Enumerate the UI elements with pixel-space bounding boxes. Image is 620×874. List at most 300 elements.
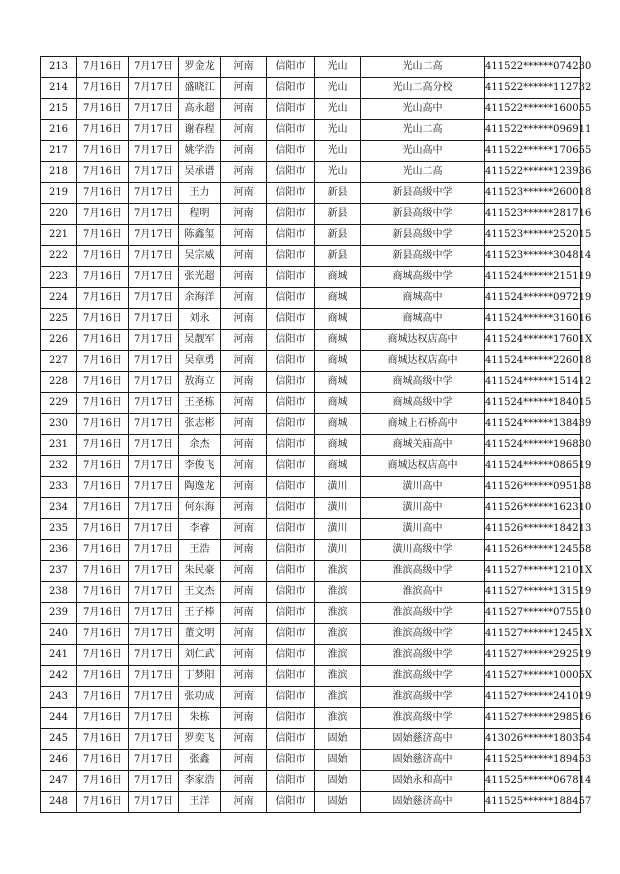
cell-county: 光山 — [315, 99, 361, 120]
cell-end-date: 7月17日 — [129, 414, 179, 435]
cell-school: 商城高级中学 — [361, 267, 485, 288]
cell-end-date: 7月17日 — [129, 351, 179, 372]
cell-end-date: 7月17日 — [129, 225, 179, 246]
cell-row-number: 224 — [41, 288, 77, 309]
table-row — [41, 498, 581, 519]
cell-county: 光山 — [315, 78, 361, 99]
cell-province: 河南 — [221, 57, 267, 78]
cell-city: 信阳市 — [267, 666, 315, 687]
cell-row-number: 216 — [41, 120, 77, 141]
cell-city: 信阳市 — [267, 288, 315, 309]
cell-student-name: 刘永 — [179, 309, 221, 330]
cell-county: 潢川 — [315, 519, 361, 540]
cell-county: 淮滨 — [315, 687, 361, 708]
cell-id-number: 411524******226018 — [485, 351, 581, 372]
cell-school: 固始慈济高中 — [361, 729, 485, 750]
cell-city: 信阳市 — [267, 456, 315, 477]
cell-county: 固始 — [315, 792, 361, 813]
cell-county: 商城 — [315, 456, 361, 477]
cell-city: 信阳市 — [267, 435, 315, 456]
cell-county: 新县 — [315, 225, 361, 246]
cell-student-name: 刘仁武 — [179, 645, 221, 666]
cell-city: 信阳市 — [267, 267, 315, 288]
cell-id-number: 411527******12451X — [485, 624, 581, 645]
cell-end-date: 7月17日 — [129, 456, 179, 477]
table-row — [41, 750, 581, 771]
cell-id-number: 411523******260018 — [485, 183, 581, 204]
cell-school: 光山高中 — [361, 141, 485, 162]
cell-school: 商城高级中学 — [361, 393, 485, 414]
cell-city: 信阳市 — [267, 57, 315, 78]
cell-county: 淮滨 — [315, 624, 361, 645]
cell-province: 河南 — [221, 561, 267, 582]
cell-city: 信阳市 — [267, 141, 315, 162]
cell-school: 潢川高中 — [361, 477, 485, 498]
cell-province: 河南 — [221, 246, 267, 267]
cell-row-number: 248 — [41, 792, 77, 813]
cell-county: 新县 — [315, 246, 361, 267]
cell-city: 信阳市 — [267, 309, 315, 330]
cell-county: 商城 — [315, 309, 361, 330]
cell-student-name: 张光超 — [179, 267, 221, 288]
cell-end-date: 7月17日 — [129, 78, 179, 99]
cell-province: 河南 — [221, 372, 267, 393]
cell-row-number: 231 — [41, 435, 77, 456]
cell-province: 河南 — [221, 330, 267, 351]
cell-school: 淮滨高级中学 — [361, 624, 485, 645]
cell-id-number: 413026******180354 — [485, 729, 581, 750]
cell-student-name: 王圣栋 — [179, 393, 221, 414]
cell-row-number: 229 — [41, 393, 77, 414]
table-row — [41, 477, 581, 498]
cell-start-date: 7月16日 — [77, 456, 129, 477]
cell-end-date: 7月17日 — [129, 141, 179, 162]
cell-province: 河南 — [221, 498, 267, 519]
cell-school: 商城关庙高中 — [361, 435, 485, 456]
cell-row-number: 213 — [41, 57, 77, 78]
cell-province: 河南 — [221, 666, 267, 687]
cell-province: 河南 — [221, 183, 267, 204]
cell-school: 潢川高中 — [361, 498, 485, 519]
cell-student-name: 张志彬 — [179, 414, 221, 435]
cell-school: 潢川高中 — [361, 519, 485, 540]
cell-start-date: 7月16日 — [77, 204, 129, 225]
cell-student-name: 吴承谱 — [179, 162, 221, 183]
cell-city: 信阳市 — [267, 729, 315, 750]
cell-province: 河南 — [221, 477, 267, 498]
table-row — [41, 582, 581, 603]
cell-city: 信阳市 — [267, 162, 315, 183]
cell-student-name: 朱栋 — [179, 708, 221, 729]
cell-school: 光山二高 — [361, 57, 485, 78]
cell-student-name: 董文明 — [179, 624, 221, 645]
table-row — [41, 372, 581, 393]
cell-province: 河南 — [221, 120, 267, 141]
cell-start-date: 7月16日 — [77, 141, 129, 162]
cell-student-name: 张功成 — [179, 687, 221, 708]
cell-county: 商城 — [315, 372, 361, 393]
cell-id-number: 411527******075510 — [485, 603, 581, 624]
cell-city: 信阳市 — [267, 414, 315, 435]
table-row — [41, 288, 581, 309]
cell-county: 淮滨 — [315, 666, 361, 687]
cell-row-number: 243 — [41, 687, 77, 708]
cell-school: 商城高中 — [361, 309, 485, 330]
cell-school: 固始慈济高中 — [361, 792, 485, 813]
cell-id-number: 411527******12101X — [485, 561, 581, 582]
cell-row-number: 238 — [41, 582, 77, 603]
cell-school: 固始慈济高中 — [361, 750, 485, 771]
cell-id-number: 411527******131519 — [485, 582, 581, 603]
roster-body — [41, 57, 593, 813]
cell-province: 河南 — [221, 393, 267, 414]
cell-id-number: 411524******086519 — [485, 456, 581, 477]
cell-school: 淮滨高中 — [361, 582, 485, 603]
cell-row-number: 222 — [41, 246, 77, 267]
cell-city: 信阳市 — [267, 519, 315, 540]
table-row — [41, 645, 581, 666]
cell-province: 河南 — [221, 750, 267, 771]
cell-student-name: 罗金龙 — [179, 57, 221, 78]
cell-student-name: 陶逸龙 — [179, 477, 221, 498]
table-row — [41, 729, 581, 750]
cell-city: 信阳市 — [267, 204, 315, 225]
cell-start-date: 7月16日 — [77, 267, 129, 288]
cell-school: 商城达权店高中 — [361, 456, 485, 477]
cell-city: 信阳市 — [267, 792, 315, 813]
cell-start-date: 7月16日 — [77, 351, 129, 372]
cell-end-date: 7月17日 — [129, 204, 179, 225]
cell-county: 新县 — [315, 204, 361, 225]
cell-row-number: 233 — [41, 477, 77, 498]
cell-county: 淮滨 — [315, 582, 361, 603]
cell-city: 信阳市 — [267, 540, 315, 561]
cell-school: 新县高级中学 — [361, 225, 485, 246]
cell-row-number: 214 — [41, 78, 77, 99]
cell-id-number: 411522******160055 — [485, 99, 581, 120]
cell-student-name: 王子棒 — [179, 603, 221, 624]
cell-row-number: 242 — [41, 666, 77, 687]
cell-row-number: 220 — [41, 204, 77, 225]
cell-province: 河南 — [221, 351, 267, 372]
cell-province: 河南 — [221, 435, 267, 456]
cell-county: 商城 — [315, 414, 361, 435]
cell-county: 潢川 — [315, 540, 361, 561]
cell-province: 河南 — [221, 162, 267, 183]
cell-student-name: 王洋 — [179, 792, 221, 813]
table-row — [41, 267, 581, 288]
cell-id-number: 411523******281716 — [485, 204, 581, 225]
cell-id-number: 411527******292519 — [485, 645, 581, 666]
cell-county: 商城 — [315, 435, 361, 456]
cell-province: 河南 — [221, 225, 267, 246]
cell-county: 商城 — [315, 393, 361, 414]
cell-county: 淮滨 — [315, 708, 361, 729]
cell-province: 河南 — [221, 540, 267, 561]
cell-province: 河南 — [221, 99, 267, 120]
cell-row-number: 228 — [41, 372, 77, 393]
cell-end-date: 7月17日 — [129, 393, 179, 414]
cell-province: 河南 — [221, 708, 267, 729]
cell-start-date: 7月16日 — [77, 393, 129, 414]
cell-row-number: 244 — [41, 708, 77, 729]
cell-end-date: 7月17日 — [129, 309, 179, 330]
cell-city: 信阳市 — [267, 687, 315, 708]
cell-end-date: 7月17日 — [129, 435, 179, 456]
cell-school: 光山二高 — [361, 162, 485, 183]
cell-id-number: 411525******188457 — [485, 792, 581, 813]
table-row — [41, 162, 581, 183]
cell-id-number: 411522******112732 — [485, 78, 581, 99]
cell-row-number: 227 — [41, 351, 77, 372]
table-row — [41, 330, 581, 351]
cell-start-date: 7月16日 — [77, 78, 129, 99]
cell-start-date: 7月16日 — [77, 708, 129, 729]
cell-school: 光山高中 — [361, 99, 485, 120]
cell-start-date: 7月16日 — [77, 729, 129, 750]
cell-start-date: 7月16日 — [77, 771, 129, 792]
cell-id-number: 411524******097219 — [485, 288, 581, 309]
cell-start-date: 7月16日 — [77, 330, 129, 351]
cell-id-number: 411525******067814 — [485, 771, 581, 792]
cell-city: 信阳市 — [267, 393, 315, 414]
table-row — [41, 393, 581, 414]
cell-city: 信阳市 — [267, 561, 315, 582]
cell-row-number: 226 — [41, 330, 77, 351]
cell-end-date: 7月17日 — [129, 771, 179, 792]
cell-start-date: 7月16日 — [77, 414, 129, 435]
cell-start-date: 7月16日 — [77, 792, 129, 813]
cell-end-date: 7月17日 — [129, 729, 179, 750]
cell-end-date: 7月17日 — [129, 57, 179, 78]
table-row — [41, 246, 581, 267]
cell-city: 信阳市 — [267, 477, 315, 498]
table-row — [41, 792, 581, 813]
cell-id-number: 411527******241019 — [485, 687, 581, 708]
cell-start-date: 7月16日 — [77, 645, 129, 666]
cell-end-date: 7月17日 — [129, 708, 179, 729]
cell-student-name: 余海洋 — [179, 288, 221, 309]
cell-province: 河南 — [221, 267, 267, 288]
cell-end-date: 7月17日 — [129, 267, 179, 288]
cell-end-date: 7月17日 — [129, 330, 179, 351]
cell-end-date: 7月17日 — [129, 750, 179, 771]
cell-city: 信阳市 — [267, 120, 315, 141]
cell-start-date: 7月16日 — [77, 477, 129, 498]
cell-start-date: 7月16日 — [77, 99, 129, 120]
cell-province: 河南 — [221, 288, 267, 309]
cell-end-date: 7月17日 — [129, 372, 179, 393]
cell-province: 河南 — [221, 624, 267, 645]
cell-county: 固始 — [315, 729, 361, 750]
cell-id-number: 411522******170655 — [485, 141, 581, 162]
cell-student-name: 朱民豪 — [179, 561, 221, 582]
cell-id-number: 411522******123936 — [485, 162, 581, 183]
cell-end-date: 7月17日 — [129, 162, 179, 183]
cell-end-date: 7月17日 — [129, 624, 179, 645]
table-row — [41, 456, 581, 477]
cell-province: 河南 — [221, 78, 267, 99]
cell-student-name: 高永超 — [179, 99, 221, 120]
table-row — [41, 561, 581, 582]
table-row — [41, 309, 581, 330]
cell-province: 河南 — [221, 141, 267, 162]
cell-student-name: 李家浩 — [179, 771, 221, 792]
cell-city: 信阳市 — [267, 225, 315, 246]
cell-row-number: 223 — [41, 267, 77, 288]
cell-school: 固始永和高中 — [361, 771, 485, 792]
cell-id-number: 411524******316016 — [485, 309, 581, 330]
cell-county: 光山 — [315, 57, 361, 78]
cell-province: 河南 — [221, 645, 267, 666]
cell-end-date: 7月17日 — [129, 561, 179, 582]
cell-student-name: 李俊飞 — [179, 456, 221, 477]
cell-province: 河南 — [221, 309, 267, 330]
cell-city: 信阳市 — [267, 351, 315, 372]
table-row — [41, 603, 581, 624]
table-row — [41, 99, 581, 120]
cell-city: 信阳市 — [267, 78, 315, 99]
cell-end-date: 7月17日 — [129, 120, 179, 141]
cell-city: 信阳市 — [267, 183, 315, 204]
cell-start-date: 7月16日 — [77, 309, 129, 330]
table-row — [41, 708, 581, 729]
cell-province: 河南 — [221, 204, 267, 225]
cell-start-date: 7月16日 — [77, 183, 129, 204]
cell-city: 信阳市 — [267, 624, 315, 645]
cell-school: 光山二高分校 — [361, 78, 485, 99]
table-row — [41, 78, 581, 99]
cell-school: 光山二高 — [361, 120, 485, 141]
cell-student-name: 陈鑫玺 — [179, 225, 221, 246]
cell-province: 河南 — [221, 729, 267, 750]
cell-province: 河南 — [221, 687, 267, 708]
cell-start-date: 7月16日 — [77, 582, 129, 603]
cell-city: 信阳市 — [267, 708, 315, 729]
cell-end-date: 7月17日 — [129, 288, 179, 309]
cell-student-name: 王浩 — [179, 540, 221, 561]
table-row — [41, 183, 581, 204]
cell-end-date: 7月17日 — [129, 183, 179, 204]
cell-county: 潢川 — [315, 477, 361, 498]
cell-student-name: 敖海立 — [179, 372, 221, 393]
cell-city: 信阳市 — [267, 246, 315, 267]
cell-end-date: 7月17日 — [129, 792, 179, 813]
cell-start-date: 7月16日 — [77, 750, 129, 771]
cell-row-number: 245 — [41, 729, 77, 750]
cell-student-name: 吴靓军 — [179, 330, 221, 351]
cell-county: 商城 — [315, 288, 361, 309]
cell-school: 淮滨高级中学 — [361, 561, 485, 582]
cell-school: 淮滨高级中学 — [361, 603, 485, 624]
cell-id-number: 411524******151412 — [485, 372, 581, 393]
cell-start-date: 7月16日 — [77, 687, 129, 708]
cell-school: 淮滨高级中学 — [361, 645, 485, 666]
cell-city: 信阳市 — [267, 498, 315, 519]
cell-end-date: 7月17日 — [129, 666, 179, 687]
cell-city: 信阳市 — [267, 645, 315, 666]
cell-county: 淮滨 — [315, 561, 361, 582]
cell-school: 淮滨高级中学 — [361, 666, 485, 687]
cell-county: 光山 — [315, 162, 361, 183]
cell-row-number: 219 — [41, 183, 77, 204]
cell-county: 新县 — [315, 183, 361, 204]
cell-row-number: 237 — [41, 561, 77, 582]
cell-city: 信阳市 — [267, 582, 315, 603]
cell-end-date: 7月17日 — [129, 498, 179, 519]
table-row — [41, 141, 581, 162]
cell-province: 河南 — [221, 792, 267, 813]
cell-school: 新县高级中学 — [361, 246, 485, 267]
cell-province: 河南 — [221, 456, 267, 477]
cell-province: 河南 — [221, 582, 267, 603]
cell-start-date: 7月16日 — [77, 540, 129, 561]
cell-city: 信阳市 — [267, 750, 315, 771]
cell-student-name: 吴章勇 — [179, 351, 221, 372]
cell-start-date: 7月16日 — [77, 57, 129, 78]
table-row — [41, 540, 581, 561]
cell-county: 光山 — [315, 120, 361, 141]
cell-student-name: 程明 — [179, 204, 221, 225]
table-row — [41, 204, 581, 225]
cell-row-number: 234 — [41, 498, 77, 519]
cell-school: 商城达权店高中 — [361, 330, 485, 351]
cell-id-number: 411524******184015 — [485, 393, 581, 414]
cell-county: 光山 — [315, 141, 361, 162]
cell-id-number: 411527******298516 — [485, 708, 581, 729]
cell-county: 淮滨 — [315, 603, 361, 624]
cell-school: 新县高级中学 — [361, 204, 485, 225]
cell-student-name: 盛晓江 — [179, 78, 221, 99]
cell-county: 商城 — [315, 351, 361, 372]
cell-start-date: 7月16日 — [77, 288, 129, 309]
table-row — [41, 414, 581, 435]
cell-row-number: 215 — [41, 99, 77, 120]
cell-id-number: 411524******196830 — [485, 435, 581, 456]
cell-row-number: 218 — [41, 162, 77, 183]
cell-start-date: 7月16日 — [77, 162, 129, 183]
cell-row-number: 221 — [41, 225, 77, 246]
cell-row-number: 217 — [41, 141, 77, 162]
cell-city: 信阳市 — [267, 771, 315, 792]
cell-school: 淮滨高级中学 — [361, 687, 485, 708]
cell-row-number: 232 — [41, 456, 77, 477]
cell-end-date: 7月17日 — [129, 582, 179, 603]
cell-school: 商城高中 — [361, 288, 485, 309]
cell-id-number: 411523******252015 — [485, 225, 581, 246]
table-row — [41, 519, 581, 540]
cell-id-number: 411524******17601X — [485, 330, 581, 351]
cell-id-number: 411522******074230 — [485, 57, 581, 78]
cell-end-date: 7月17日 — [129, 603, 179, 624]
cell-student-name: 罗奕飞 — [179, 729, 221, 750]
cell-school: 新县高级中学 — [361, 183, 485, 204]
cell-student-name: 李睿 — [179, 519, 221, 540]
cell-start-date: 7月16日 — [77, 372, 129, 393]
cell-id-number: 411526******162310 — [485, 498, 581, 519]
cell-start-date: 7月16日 — [77, 120, 129, 141]
table-row — [41, 57, 581, 78]
cell-id-number: 411526******095138 — [485, 477, 581, 498]
table-row — [41, 666, 581, 687]
cell-row-number: 225 — [41, 309, 77, 330]
cell-end-date: 7月17日 — [129, 687, 179, 708]
cell-county: 潢川 — [315, 498, 361, 519]
cell-row-number: 240 — [41, 624, 77, 645]
cell-school: 商城达权店高中 — [361, 351, 485, 372]
cell-start-date: 7月16日 — [77, 435, 129, 456]
cell-student-name: 吴宗威 — [179, 246, 221, 267]
